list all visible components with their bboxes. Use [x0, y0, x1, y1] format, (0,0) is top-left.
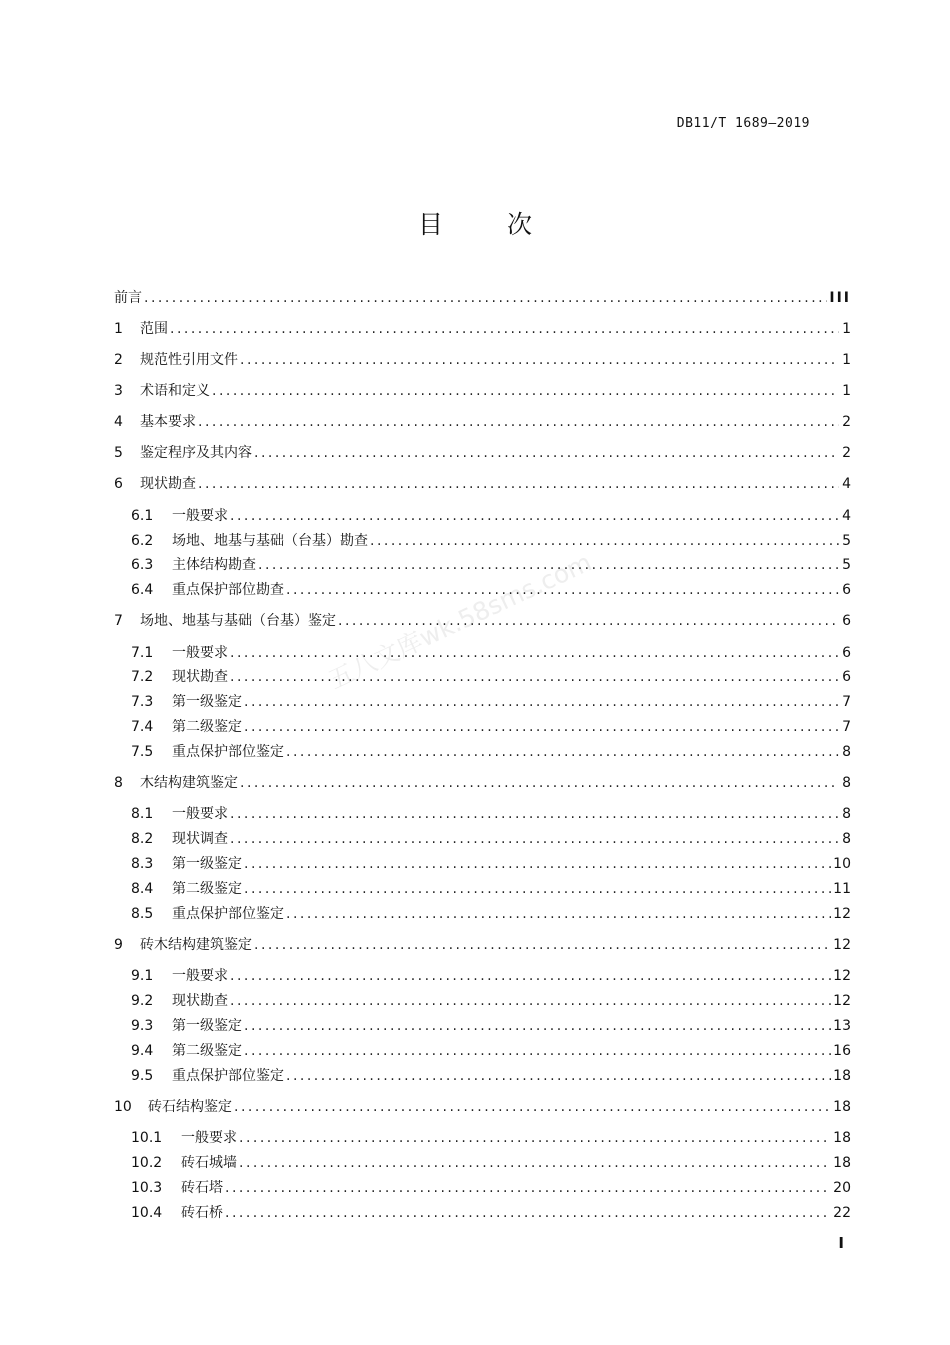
toc-number: 6.2	[131, 533, 154, 549]
toc-page: 12	[833, 937, 851, 953]
toc-subentry[interactable]	[131, 1066, 851, 1086]
toc-label: 一般要求	[181, 1130, 237, 1146]
toc-label: 砖石结构鉴定	[148, 1099, 232, 1115]
toc-subentry[interactable]	[131, 692, 851, 712]
toc-entry[interactable]	[114, 350, 851, 370]
toc-label: 前言	[114, 290, 142, 306]
toc-page: 16	[833, 1043, 851, 1059]
toc-page: 18	[833, 1130, 851, 1146]
toc-leader	[258, 555, 839, 575]
toc-number: 7	[114, 613, 123, 629]
toc-page: 10	[833, 856, 851, 872]
toc-leader	[370, 531, 839, 551]
toc-subentry[interactable]	[131, 580, 851, 600]
toc-label: 重点保护部位鉴定	[172, 744, 284, 760]
toc-leader	[286, 1066, 831, 1086]
toc-entry[interactable]	[114, 1097, 851, 1117]
toc-label: 一般要求	[172, 806, 228, 822]
toc-number: 5	[114, 445, 123, 461]
toc-page: 7	[842, 719, 851, 735]
toc-entry[interactable]	[114, 412, 851, 432]
toc-number: 1	[114, 321, 123, 337]
toc-page: 1	[842, 321, 851, 337]
toc-number: 2	[114, 352, 123, 368]
toc-leader	[225, 1178, 831, 1198]
toc-leader	[234, 1097, 831, 1117]
toc-subentry[interactable]	[131, 966, 851, 986]
toc-leader	[230, 966, 831, 986]
toc-page: 6	[842, 669, 851, 685]
toc-page: 11	[833, 881, 851, 897]
toc-leader	[239, 1128, 831, 1148]
toc-subentry[interactable]	[131, 742, 851, 762]
toc-subentry[interactable]	[131, 829, 851, 849]
toc-subentry[interactable]	[131, 1203, 851, 1223]
toc-number: 8.3	[131, 856, 154, 872]
toc-page: 8	[842, 775, 851, 791]
toc-entry[interactable]	[114, 319, 851, 339]
toc-number: 8	[114, 775, 123, 791]
page-number: I	[838, 1234, 844, 1252]
toc-leader	[240, 350, 839, 370]
toc-label: 砖石塔	[181, 1180, 223, 1196]
toc-number: 7.4	[131, 719, 154, 735]
toc-number: 7.2	[131, 669, 154, 685]
toc-subentry[interactable]	[131, 1016, 851, 1036]
toc-entry[interactable]	[114, 474, 851, 494]
toc-label: 鉴定程序及其内容	[140, 445, 252, 461]
toc-number: 9.5	[131, 1068, 154, 1084]
toc-leader	[239, 1153, 831, 1173]
toc-number: 9.4	[131, 1043, 154, 1059]
toc-subentry[interactable]	[131, 854, 851, 874]
page-title: 目 次	[418, 210, 560, 239]
toc-label: 砖木结构建筑鉴定	[140, 937, 252, 953]
toc-label: 现状调查	[172, 831, 228, 847]
toc-subentry[interactable]	[131, 991, 851, 1011]
toc-number: 7.1	[131, 645, 154, 661]
toc-label: 重点保护部位鉴定	[172, 1068, 284, 1084]
toc-page: 1	[842, 352, 851, 368]
toc-page: 6	[842, 645, 851, 661]
toc-leader	[230, 506, 839, 526]
toc-number: 10.1	[131, 1130, 163, 1146]
toc-page: 18	[833, 1099, 851, 1115]
toc-entry[interactable]	[114, 611, 851, 631]
toc-label: 砖石桥	[181, 1205, 223, 1221]
toc-label: 一般要求	[172, 968, 228, 984]
toc-label: 砖石城墙	[181, 1155, 237, 1171]
toc-subentry[interactable]	[131, 1153, 851, 1173]
toc-page: 20	[833, 1180, 851, 1196]
toc-leader	[244, 1016, 831, 1036]
toc-label: 基本要求	[140, 414, 196, 430]
toc-page: 6	[842, 613, 851, 629]
toc-page: 12	[833, 968, 851, 984]
toc-number: 9	[114, 937, 123, 953]
toc-leader	[338, 611, 839, 631]
toc-subentry[interactable]	[131, 1041, 851, 1061]
toc-leader	[144, 288, 827, 308]
toc-page: 4	[842, 508, 851, 524]
toc-leader	[244, 717, 839, 737]
toc-number: 6.4	[131, 582, 154, 598]
toc-leader	[198, 412, 839, 432]
toc-number: 6.1	[131, 508, 154, 524]
toc-page: 12	[833, 993, 851, 1009]
toc-leader	[225, 1203, 831, 1223]
toc-subentry[interactable]	[131, 1128, 851, 1148]
toc-number: 8.5	[131, 906, 154, 922]
toc-page: 18	[833, 1068, 851, 1084]
toc-page: 13	[833, 1018, 851, 1034]
toc-number: 6.3	[131, 557, 154, 573]
toc-number: 6	[114, 476, 123, 492]
toc-label: 场地、地基与基础（台基）勘查	[172, 533, 368, 549]
toc-number: 3	[114, 383, 123, 399]
toc-number: 8.4	[131, 881, 154, 897]
toc-label: 现状勘查	[172, 993, 228, 1009]
toc-number: 10.4	[131, 1205, 163, 1221]
toc-page: 2	[842, 445, 851, 461]
toc-number: 9.3	[131, 1018, 154, 1034]
toc-label: 第一级鉴定	[172, 694, 242, 710]
toc-page: 6	[842, 582, 851, 598]
toc-leader	[198, 474, 839, 494]
toc-leader	[244, 1041, 831, 1061]
toc-label: 重点保护部位鉴定	[172, 906, 284, 922]
toc-leader	[230, 804, 839, 824]
toc-subentry[interactable]	[131, 717, 851, 737]
toc-leader	[254, 443, 839, 463]
toc-entry[interactable]	[114, 935, 851, 955]
toc-number: 10.2	[131, 1155, 163, 1171]
toc-label: 一般要求	[172, 645, 228, 661]
toc-label: 第一级鉴定	[172, 856, 242, 872]
toc-label: 第二级鉴定	[172, 719, 242, 735]
toc-number: 10.3	[131, 1180, 163, 1196]
toc-entry-preface[interactable]	[114, 288, 851, 308]
toc-page: 5	[842, 557, 851, 573]
toc-page: 1	[842, 383, 851, 399]
toc-page: 8	[842, 744, 851, 760]
toc-leader	[230, 991, 831, 1011]
toc-leader	[170, 319, 839, 339]
toc-subentry[interactable]	[131, 667, 851, 687]
watermark: 五八文库wk.58sms.com	[324, 547, 596, 695]
toc-subentry[interactable]	[131, 1178, 851, 1198]
toc-page: III	[829, 290, 851, 306]
toc-entry[interactable]	[114, 381, 851, 401]
toc-page: 2	[842, 414, 851, 430]
toc-label: 第二级鉴定	[172, 881, 242, 897]
toc-leader	[244, 879, 831, 899]
toc-page: 7	[842, 694, 851, 710]
toc-leader	[230, 643, 839, 663]
toc-label: 重点保护部位勘查	[172, 582, 284, 598]
toc-entry[interactable]	[114, 773, 851, 793]
toc-number: 8.2	[131, 831, 154, 847]
toc-subentry[interactable]	[131, 804, 851, 824]
toc-number: 8.1	[131, 806, 154, 822]
toc-subentry[interactable]	[131, 879, 851, 899]
toc-subentry[interactable]	[131, 643, 851, 663]
toc-leader	[244, 854, 831, 874]
toc-number: 7.3	[131, 694, 154, 710]
toc-label: 第一级鉴定	[172, 1018, 242, 1034]
toc-leader	[230, 829, 839, 849]
toc-subentry[interactable]	[131, 531, 851, 551]
toc-leader	[240, 773, 839, 793]
toc-leader	[286, 580, 839, 600]
toc-label: 术语和定义	[140, 383, 210, 399]
toc-label: 现状勘查	[140, 476, 196, 492]
toc-leader	[230, 667, 839, 687]
toc-entry[interactable]	[114, 443, 851, 463]
toc-number: 7.5	[131, 744, 154, 760]
toc-page: 22	[833, 1205, 851, 1221]
toc-page: 8	[842, 806, 851, 822]
toc-page: 5	[842, 533, 851, 549]
toc-label: 场地、地基与基础（台基）鉴定	[140, 613, 336, 629]
toc-leader	[244, 692, 839, 712]
toc-label: 木结构建筑鉴定	[140, 775, 238, 791]
toc-label: 现状勘查	[172, 669, 228, 685]
toc-page: 8	[842, 831, 851, 847]
toc-number: 9.1	[131, 968, 154, 984]
toc-subentry[interactable]	[131, 904, 851, 924]
toc-label: 规范性引用文件	[140, 352, 238, 368]
toc-label: 范围	[140, 321, 168, 337]
document-code: DB11/T 1689—2019	[676, 116, 810, 131]
toc-label: 一般要求	[172, 508, 228, 524]
toc-leader	[286, 904, 831, 924]
toc-number: 10	[114, 1099, 132, 1115]
toc-label: 第二级鉴定	[172, 1043, 242, 1059]
toc-number: 9.2	[131, 993, 154, 1009]
toc-page: 18	[833, 1155, 851, 1171]
toc-leader	[212, 381, 839, 401]
toc-subentry[interactable]	[131, 506, 851, 526]
toc-leader	[254, 935, 831, 955]
toc-page: 12	[833, 906, 851, 922]
toc-subentry[interactable]	[131, 555, 851, 575]
toc-page: 4	[842, 476, 851, 492]
toc-leader	[286, 742, 839, 762]
toc-number: 4	[114, 414, 123, 430]
toc-label: 主体结构勘查	[172, 557, 256, 573]
